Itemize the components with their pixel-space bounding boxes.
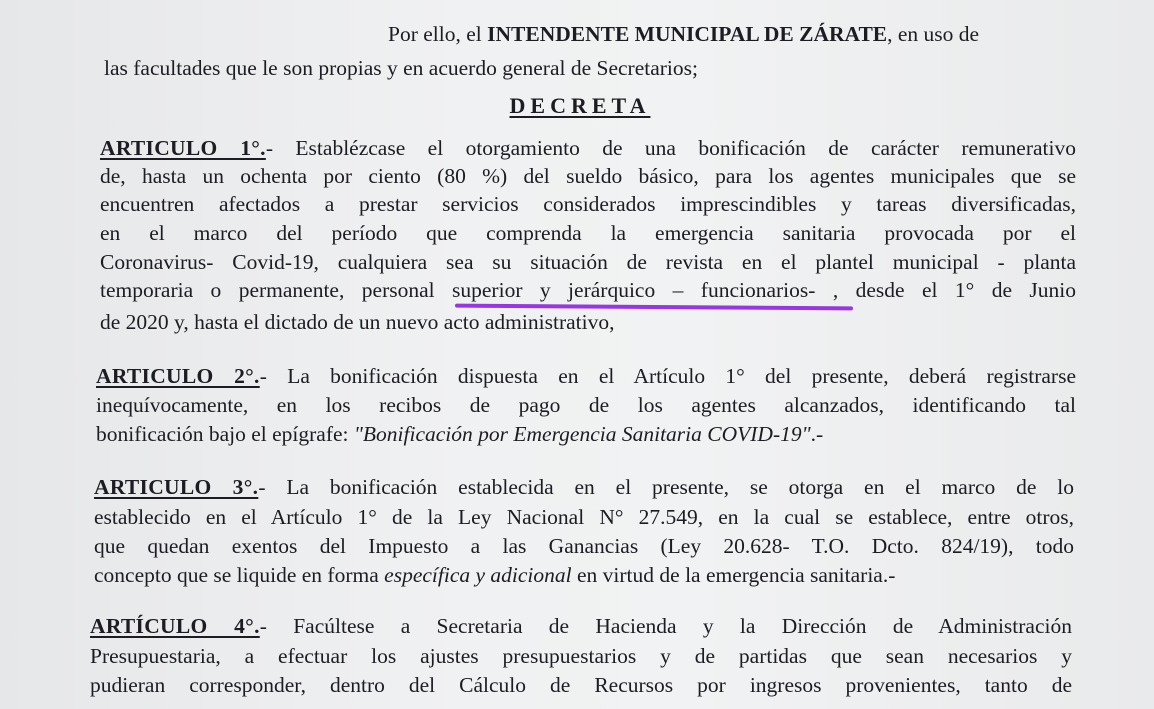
article-1-line-2: de, hasta un ochenta por ciento (80 %) del sueldo básico, para los agentes municipales que se xyxy=(100,164,1076,188)
intro-line-2: las facultades que le son propias y en acuerdo general de Secretarios; xyxy=(104,56,698,80)
article-4-line-3: pudieran corresponder, dentro del Cálculo de Recursos por ingresos provenientes, tanto de xyxy=(90,673,1072,697)
intro-text-post: , en uso de xyxy=(887,22,980,46)
article-3-heading: ARTICULO 3°. xyxy=(94,475,259,499)
article-1-text: - Establézcase el otorgamiento de una bonificación de carácter remunerativo xyxy=(265,136,1076,160)
article-4-heading: ARTÍCULO 4°. xyxy=(90,614,260,638)
article-1-line-4: en el marco del período que comprenda la emergencia sanitaria provocada por el xyxy=(100,221,1076,245)
article-4-line-2: Presupuestaria, a efectuar los ajustes presupuestarios y de partidas que sean necesarios y xyxy=(90,644,1072,668)
article-2-epigraph-lead: bonificación bajo el epígrafe: xyxy=(96,422,354,446)
intro-text: Por ello, el xyxy=(388,22,488,46)
article-2-heading: ARTICULO 2°. xyxy=(96,364,260,388)
article-1-line-6: temporaria o permanente, personal superior y jerárquico – funcionarios- , desde el 1° de Junio xyxy=(100,278,1076,302)
article-3-italic-term: específica y adicional xyxy=(384,563,572,587)
article-1-heading: ARTICULO 1°. xyxy=(100,136,266,160)
article-2-end: .- xyxy=(810,422,824,446)
article-1-line-1 xyxy=(100,134,1076,162)
article-3-line-2: establecido en el Artículo 1° de la Ley Nacional N° 27.549, en la cual se establece, entre otros, xyxy=(94,505,1074,529)
article-1-line-5: Coronavirus- Covid-19, cualquiera sea su situación de revista en el plantel municipal - planta xyxy=(100,250,1076,274)
article-2-text: - La bonificación dispuesta en el Artículo 1° del presente, deberá registrarse xyxy=(259,364,1076,388)
article-2-line-1 xyxy=(96,362,1076,390)
article-2-line-2: inequívocamente, en los recibos de pago de los agentes alcanzados, identificando tal xyxy=(96,393,1076,417)
article-3-line-1 xyxy=(94,473,1074,501)
intendente-title: INTENDENTE MUNICIPAL DE ZÁRATE xyxy=(487,22,888,46)
article-3-text: - La bonificación establecida en el presente, se otorga en el marco de lo xyxy=(258,475,1074,499)
decreta-heading xyxy=(480,92,680,120)
article-4-text: - Facúltese a Secretaria de Hacienda y la Dirección de Administración xyxy=(259,614,1072,638)
article-3-concept-lead: concepto que se liquide en forma xyxy=(94,563,385,587)
article-4-line-1 xyxy=(90,612,1072,640)
article-3-line-4 xyxy=(94,561,1024,589)
article-2-line-3 xyxy=(96,420,824,448)
intro-line-1 xyxy=(388,20,1078,48)
article-3-line-3: que quedan exentos del Impuesto a las Ganancias (Ley 20.628- T.O. Dcto. 824/19), todo xyxy=(94,534,1074,558)
decreta-title: DECRETA xyxy=(509,93,651,118)
article-3-end: en virtud de la emergencia sanitaria.- xyxy=(571,563,896,587)
article-1-line-7: de 2020 y, hasta el dictado de un nuevo acto administrativo, xyxy=(100,310,615,334)
article-2-epigraph: "Bonificación por Emergencia Sanitaria COVID-19" xyxy=(353,422,811,446)
article-1-line-3: encuentren afectados a prestar servicios considerados imprescindibles y tareas diversificadas, xyxy=(100,192,1076,216)
